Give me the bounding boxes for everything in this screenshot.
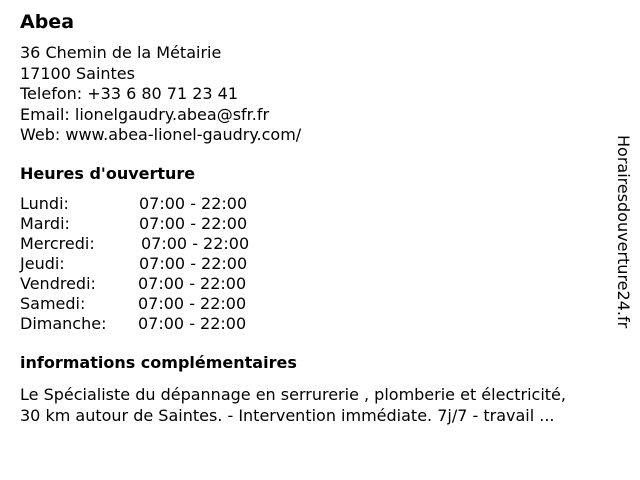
business-name: Abea [20, 11, 75, 33]
day-label: Mardi: [20, 214, 70, 233]
day-label: Jeudi: [20, 254, 65, 273]
additional-info-text [20, 384, 620, 426]
day-label: Vendredi: [20, 274, 96, 293]
additional-info-line: Le Spécialiste du dépannage en serrurerie , plomberie et électricité, [20, 385, 566, 404]
address-street: 36 Chemin de la Métairie [20, 43, 222, 62]
site-watermark: Horairesdouverture24.fr [614, 135, 633, 329]
day-hours: 07:00 - 22:00 [138, 274, 247, 293]
day-hours: 07:00 - 22:00 [139, 194, 248, 213]
day-label: Samedi: [20, 294, 86, 313]
day-hours: 07:00 - 22:00 [139, 254, 248, 273]
email-line: Email: lionelgaudry.abea@sfr.fr [20, 104, 270, 124]
additional-info-heading: informations complémentaires [20, 353, 297, 372]
day-hours: 07:00 - 22:00 [141, 234, 250, 253]
day-hours: 07:00 - 22:00 [138, 294, 247, 313]
day-label: Lundi: [20, 194, 69, 213]
day-label: Mercredi: [20, 234, 95, 253]
web-line: Web: www.abea-lionel-gaudry.com/ [20, 125, 302, 144]
day-hours: 07:00 - 22:00 [138, 314, 247, 333]
additional-info-line: 30 km autour de Saintes. - Intervention immédiate. 7j/7 - travail ... [20, 406, 555, 425]
day-hours: 07:00 - 22:00 [139, 214, 248, 233]
day-label: Dimanche: [20, 314, 107, 333]
contact-block [20, 43, 301, 146]
opening-hours-heading: Heures d'ouverture [20, 164, 196, 183]
phone-line: Telefon: +33 6 80 71 23 41 [20, 84, 239, 103]
address-city: 17100 Saintes [20, 63, 135, 83]
